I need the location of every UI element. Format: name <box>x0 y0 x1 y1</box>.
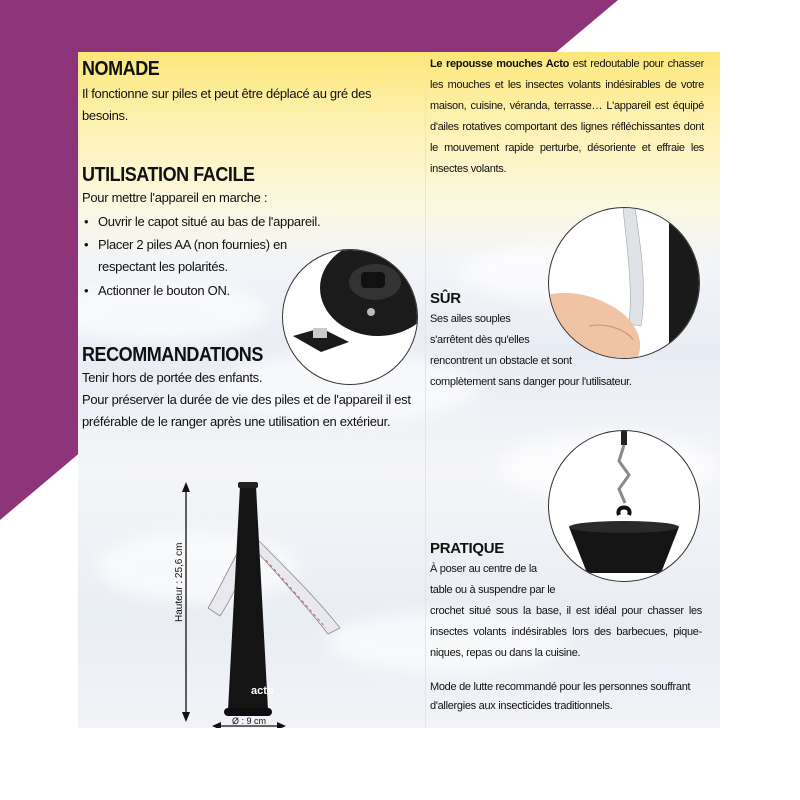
height-label: Hauteur : 25,6 cm <box>174 542 185 622</box>
sur-section <box>430 288 710 393</box>
pratique-line2: table ou à suspendre par le <box>430 584 556 596</box>
product-info-panel <box>78 52 720 728</box>
nomade-title: NOMADE <box>82 58 160 80</box>
recommandations-line2: Pour préserver la durée de vie des piles et de l'appareil il est préférable de le ranger après une utilisation en extérieur. <box>82 392 411 429</box>
recommandations-section <box>82 344 422 433</box>
sur-line2: s'arrêtent dès qu'elles <box>430 334 530 346</box>
sur-line3: rencontrent un obstacle et sont <box>430 355 572 367</box>
pratique-text: crochet situé sous la base, il est idéal pour chasser les insectes volants indésirables lors des barbecues, pique-niques, repas ou dans la cuisine. <box>430 605 702 659</box>
recommandations-line1: Tenir hors de portée des enfants. <box>82 370 263 385</box>
nomade-section <box>82 58 417 127</box>
intro-text: est redoutable pour chasser les mouches et les insectes volants indésirables de votre maison, cuisine, véranda, terrasse… L'appareil est équipé d'ailes rotatives comportant des lignes réfléchissantes dont le mouvement rapide perturbe, désoriente et effraie les insectes volants. <box>430 58 704 175</box>
allergy-note: Mode de lutte recommandé pour les personnes souffrant d'allergies aux insecticides traditionnels. <box>430 681 691 712</box>
pratique-line1: À poser au centre de la <box>430 563 537 575</box>
brand-logo: acto <box>251 685 274 697</box>
intro-bold: Le repousse mouches Acto <box>430 58 570 70</box>
sur-title: SÛR <box>430 290 461 307</box>
column-divider <box>425 52 426 728</box>
list-item: • Actionner le bouton ON. <box>82 278 332 303</box>
utilisation-title: UTILISATION FACILE <box>82 164 255 186</box>
list-item: • Placer 2 piles AA (non fournies) en respectant les polarités. <box>82 234 332 278</box>
recommandations-title: RECOMMANDATIONS <box>82 344 263 366</box>
sur-line4: complètement sans danger pour l'utilisateur. <box>430 376 632 388</box>
nomade-text: Il fonctionne sur piles et peut être déplacé au gré des besoins. <box>82 86 372 123</box>
list-item: • Ouvrir le capot situé au bas de l'appareil. <box>82 209 332 234</box>
intro-paragraph <box>430 54 704 180</box>
pratique-section <box>430 538 702 716</box>
sur-line1: Ses ailes souples <box>430 313 511 325</box>
utilisation-intro: Pour mettre l'appareil en marche : <box>82 190 268 205</box>
diameter-label: Ø : 9 cm <box>232 716 267 726</box>
pratique-title: PRATIQUE <box>430 540 504 557</box>
